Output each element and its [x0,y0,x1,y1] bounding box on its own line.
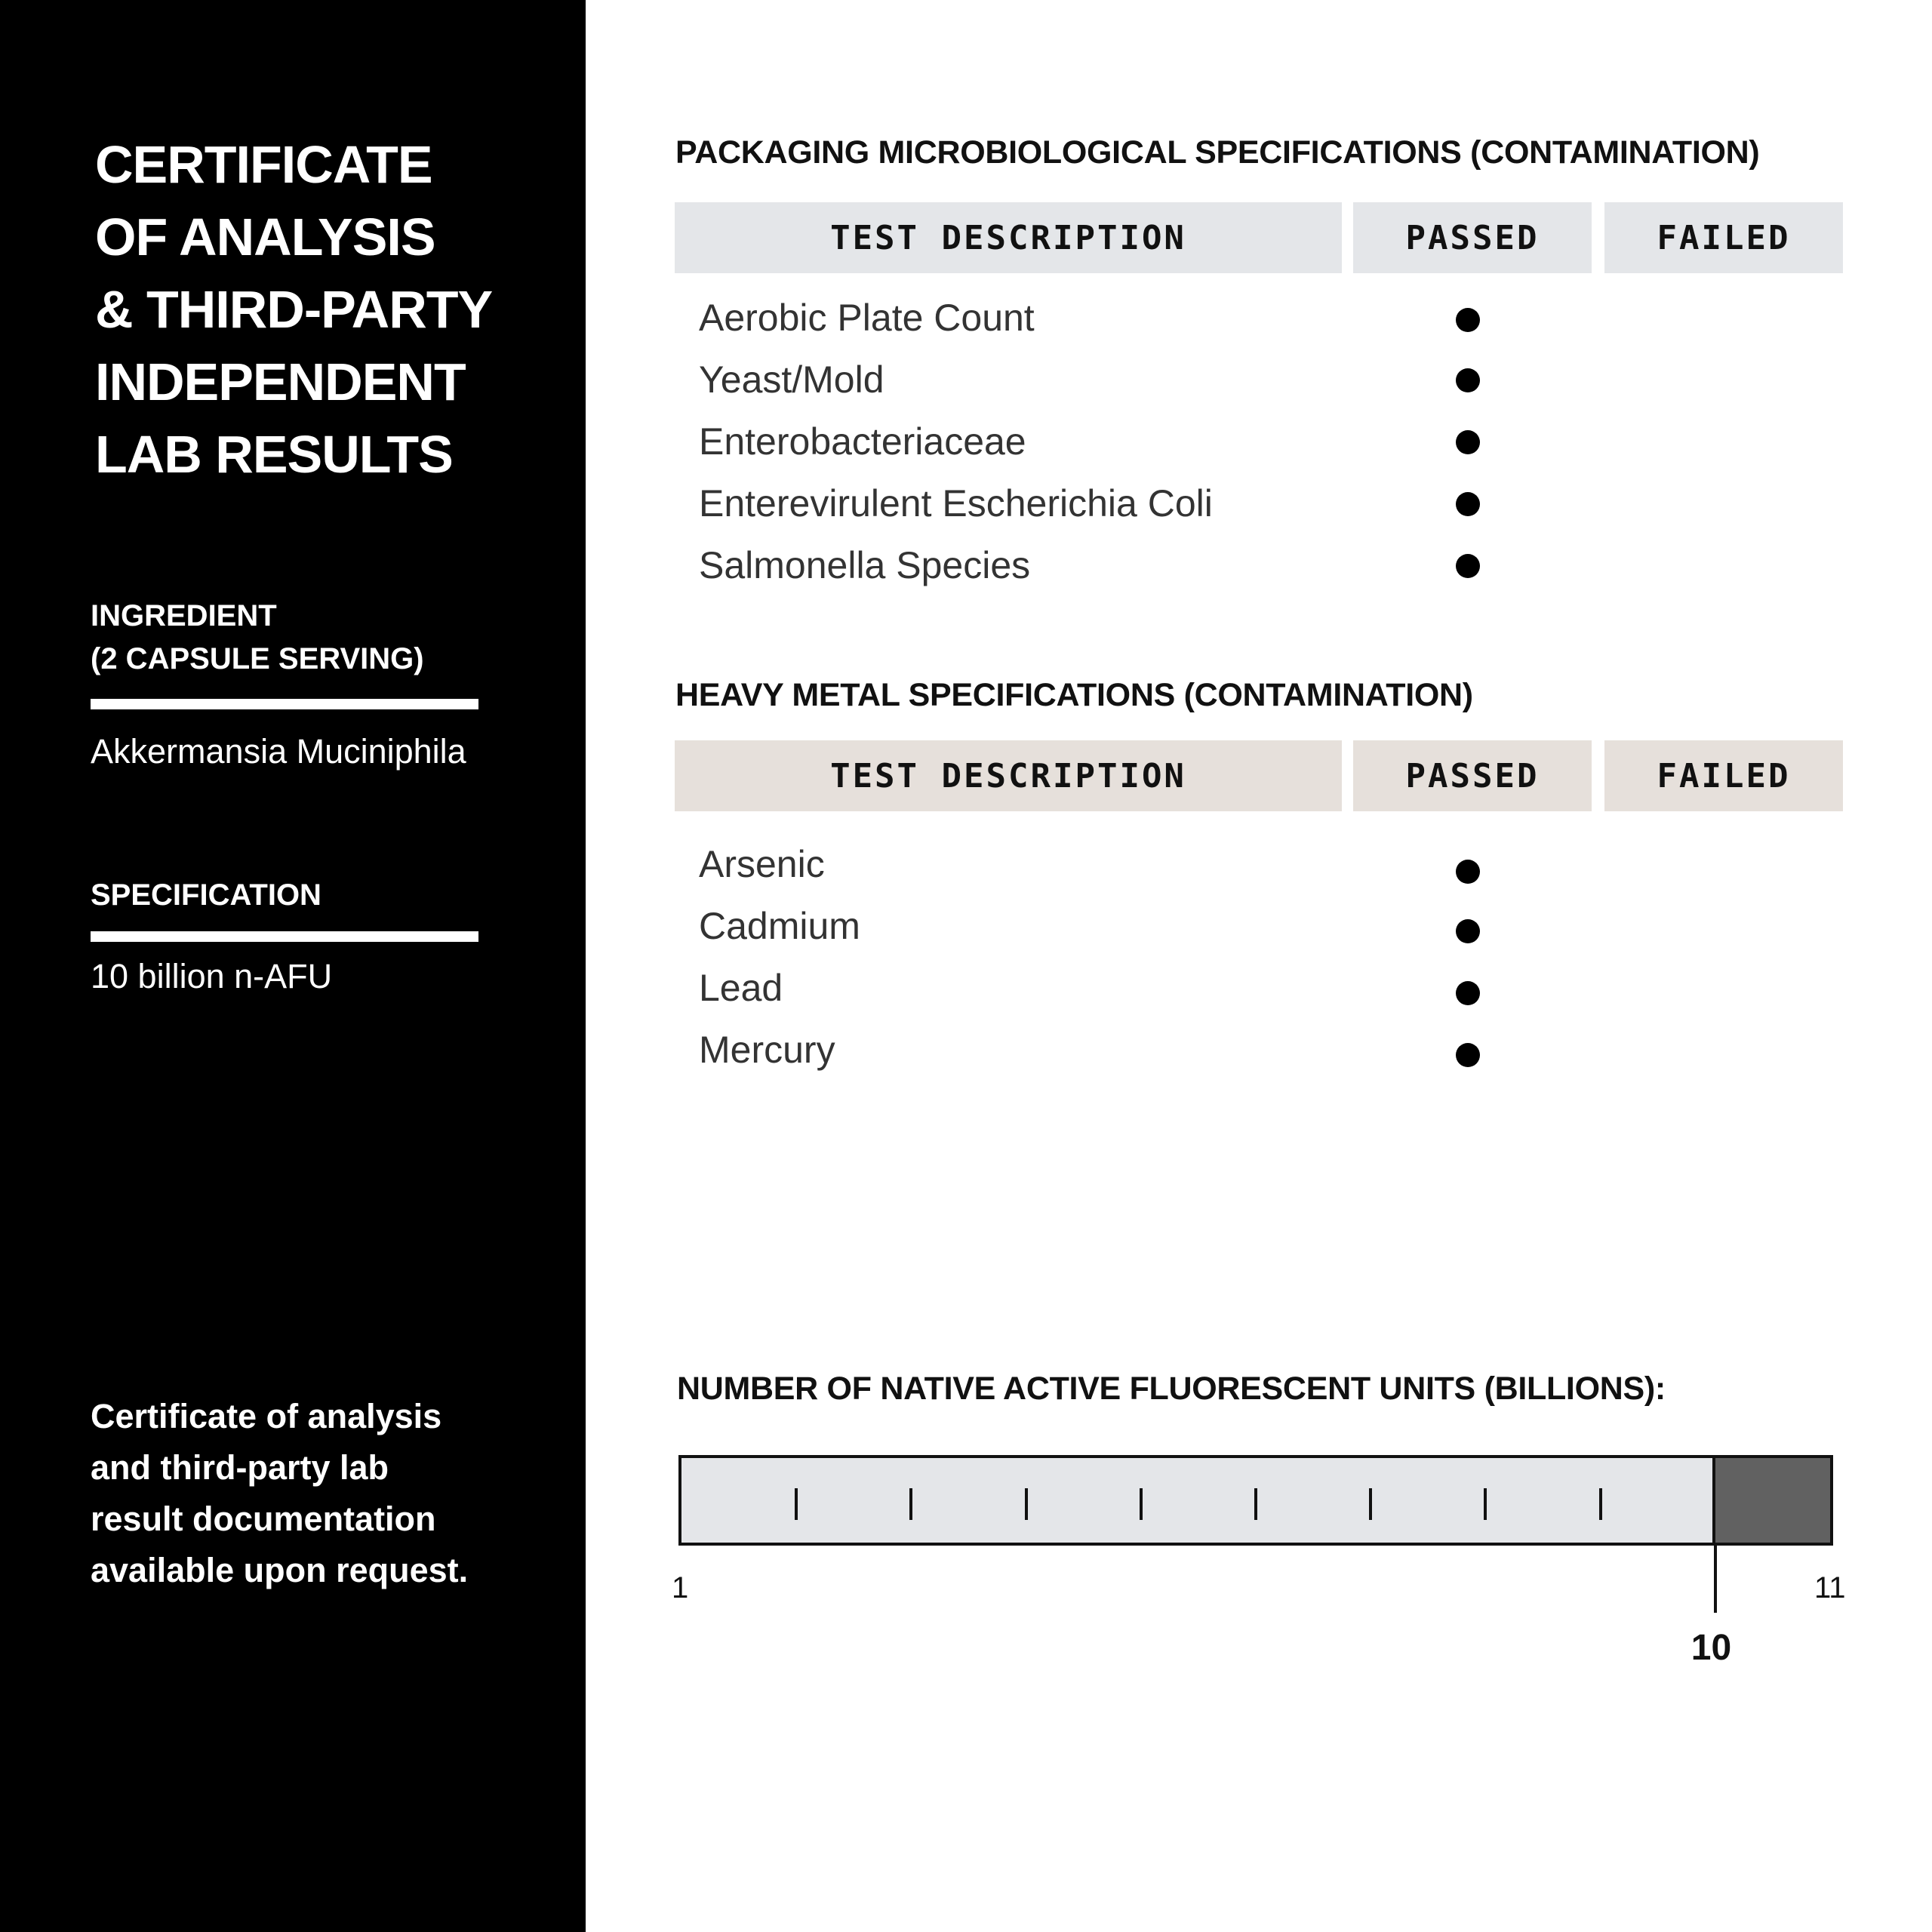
column-header-failed: FAILED [1604,740,1843,811]
column-header-test-description: TEST DESCRIPTION [675,740,1342,811]
title-line: CERTIFICATE [95,135,432,194]
note-line: Certificate of analysis [91,1397,442,1435]
afu-gauge-bar [678,1455,1833,1546]
column-header-test-description: TEST DESCRIPTION [675,202,1342,273]
passed-indicator [1456,860,1480,884]
ingredient-value: Akkermansia Muciniphila [91,732,466,771]
column-header-passed: PASSED [1353,202,1592,273]
specification-heading: SPECIFICATION [91,878,321,912]
gauge-tick [1599,1488,1602,1520]
gauge-tick [909,1488,912,1520]
specification-value: 10 billion n-AFU [91,957,333,995]
sidebar [0,0,586,1932]
afu-gauge-fill [1712,1458,1830,1543]
title-line: INDEPENDENT [95,352,466,411]
test-label: Enterobacteriaceae [699,420,1026,463]
ingredient-heading [91,595,424,681]
test-label: Yeast/Mold [699,358,884,401]
availability-note [91,1391,543,1596]
afu-value-label: 10 [1690,1628,1732,1668]
gauge-tick [1484,1488,1487,1520]
test-label: Cadmium [699,905,860,947]
ingredient-heading-line: (2 CAPSULE SERVING) [91,642,424,675]
column-header-failed: FAILED [1604,202,1843,273]
test-label: Enterevirulent Escherichia Coli [699,482,1213,525]
test-label: Salmonella Species [699,544,1031,586]
passed-indicator [1456,981,1480,1005]
gauge-tick [795,1488,798,1520]
passed-indicator [1456,492,1480,516]
page-title [95,128,578,491]
passed-indicator [1456,554,1480,578]
afu-value-marker [1714,1543,1717,1613]
note-line: result documentation [91,1500,436,1538]
gauge-tick [1025,1488,1028,1520]
gauge-tick [1254,1488,1257,1520]
passed-indicator [1456,1043,1480,1067]
test-label: Mercury [699,1029,835,1071]
note-line: available upon request. [91,1551,469,1589]
gauge-tick [1140,1488,1143,1520]
afu-gauge-title: NUMBER OF NATIVE ACTIVE FLUORESCENT UNITS (BILLIONS): [677,1371,1666,1407]
test-label: Lead [699,967,783,1009]
specification-divider [91,931,478,942]
note-line: and third-party lab [91,1448,389,1487]
microbiological-title: PACKAGING MICROBIOLOGICAL SPECIFICATIONS (CONTAMINATION) [675,134,1760,171]
title-line: LAB RESULTS [95,425,453,484]
passed-indicator [1456,368,1480,392]
passed-indicator [1456,308,1480,332]
gauge-tick [1369,1488,1372,1520]
title-line: OF ANALYSIS [95,208,435,266]
ingredient-heading-line: INGREDIENT [91,599,277,632]
ingredient-divider [91,699,478,709]
passed-indicator [1456,430,1480,454]
test-label: Aerobic Plate Count [699,297,1035,339]
afu-max-label: 11 [1814,1571,1846,1604]
heavy-metal-title: HEAVY METAL SPECIFICATIONS (CONTAMINATION) [675,677,1473,713]
passed-indicator [1456,919,1480,943]
title-line: & THIRD-PARTY [95,280,493,339]
column-header-passed: PASSED [1353,740,1592,811]
test-label: Arsenic [699,843,825,885]
afu-min-label: 1 [672,1571,689,1604]
